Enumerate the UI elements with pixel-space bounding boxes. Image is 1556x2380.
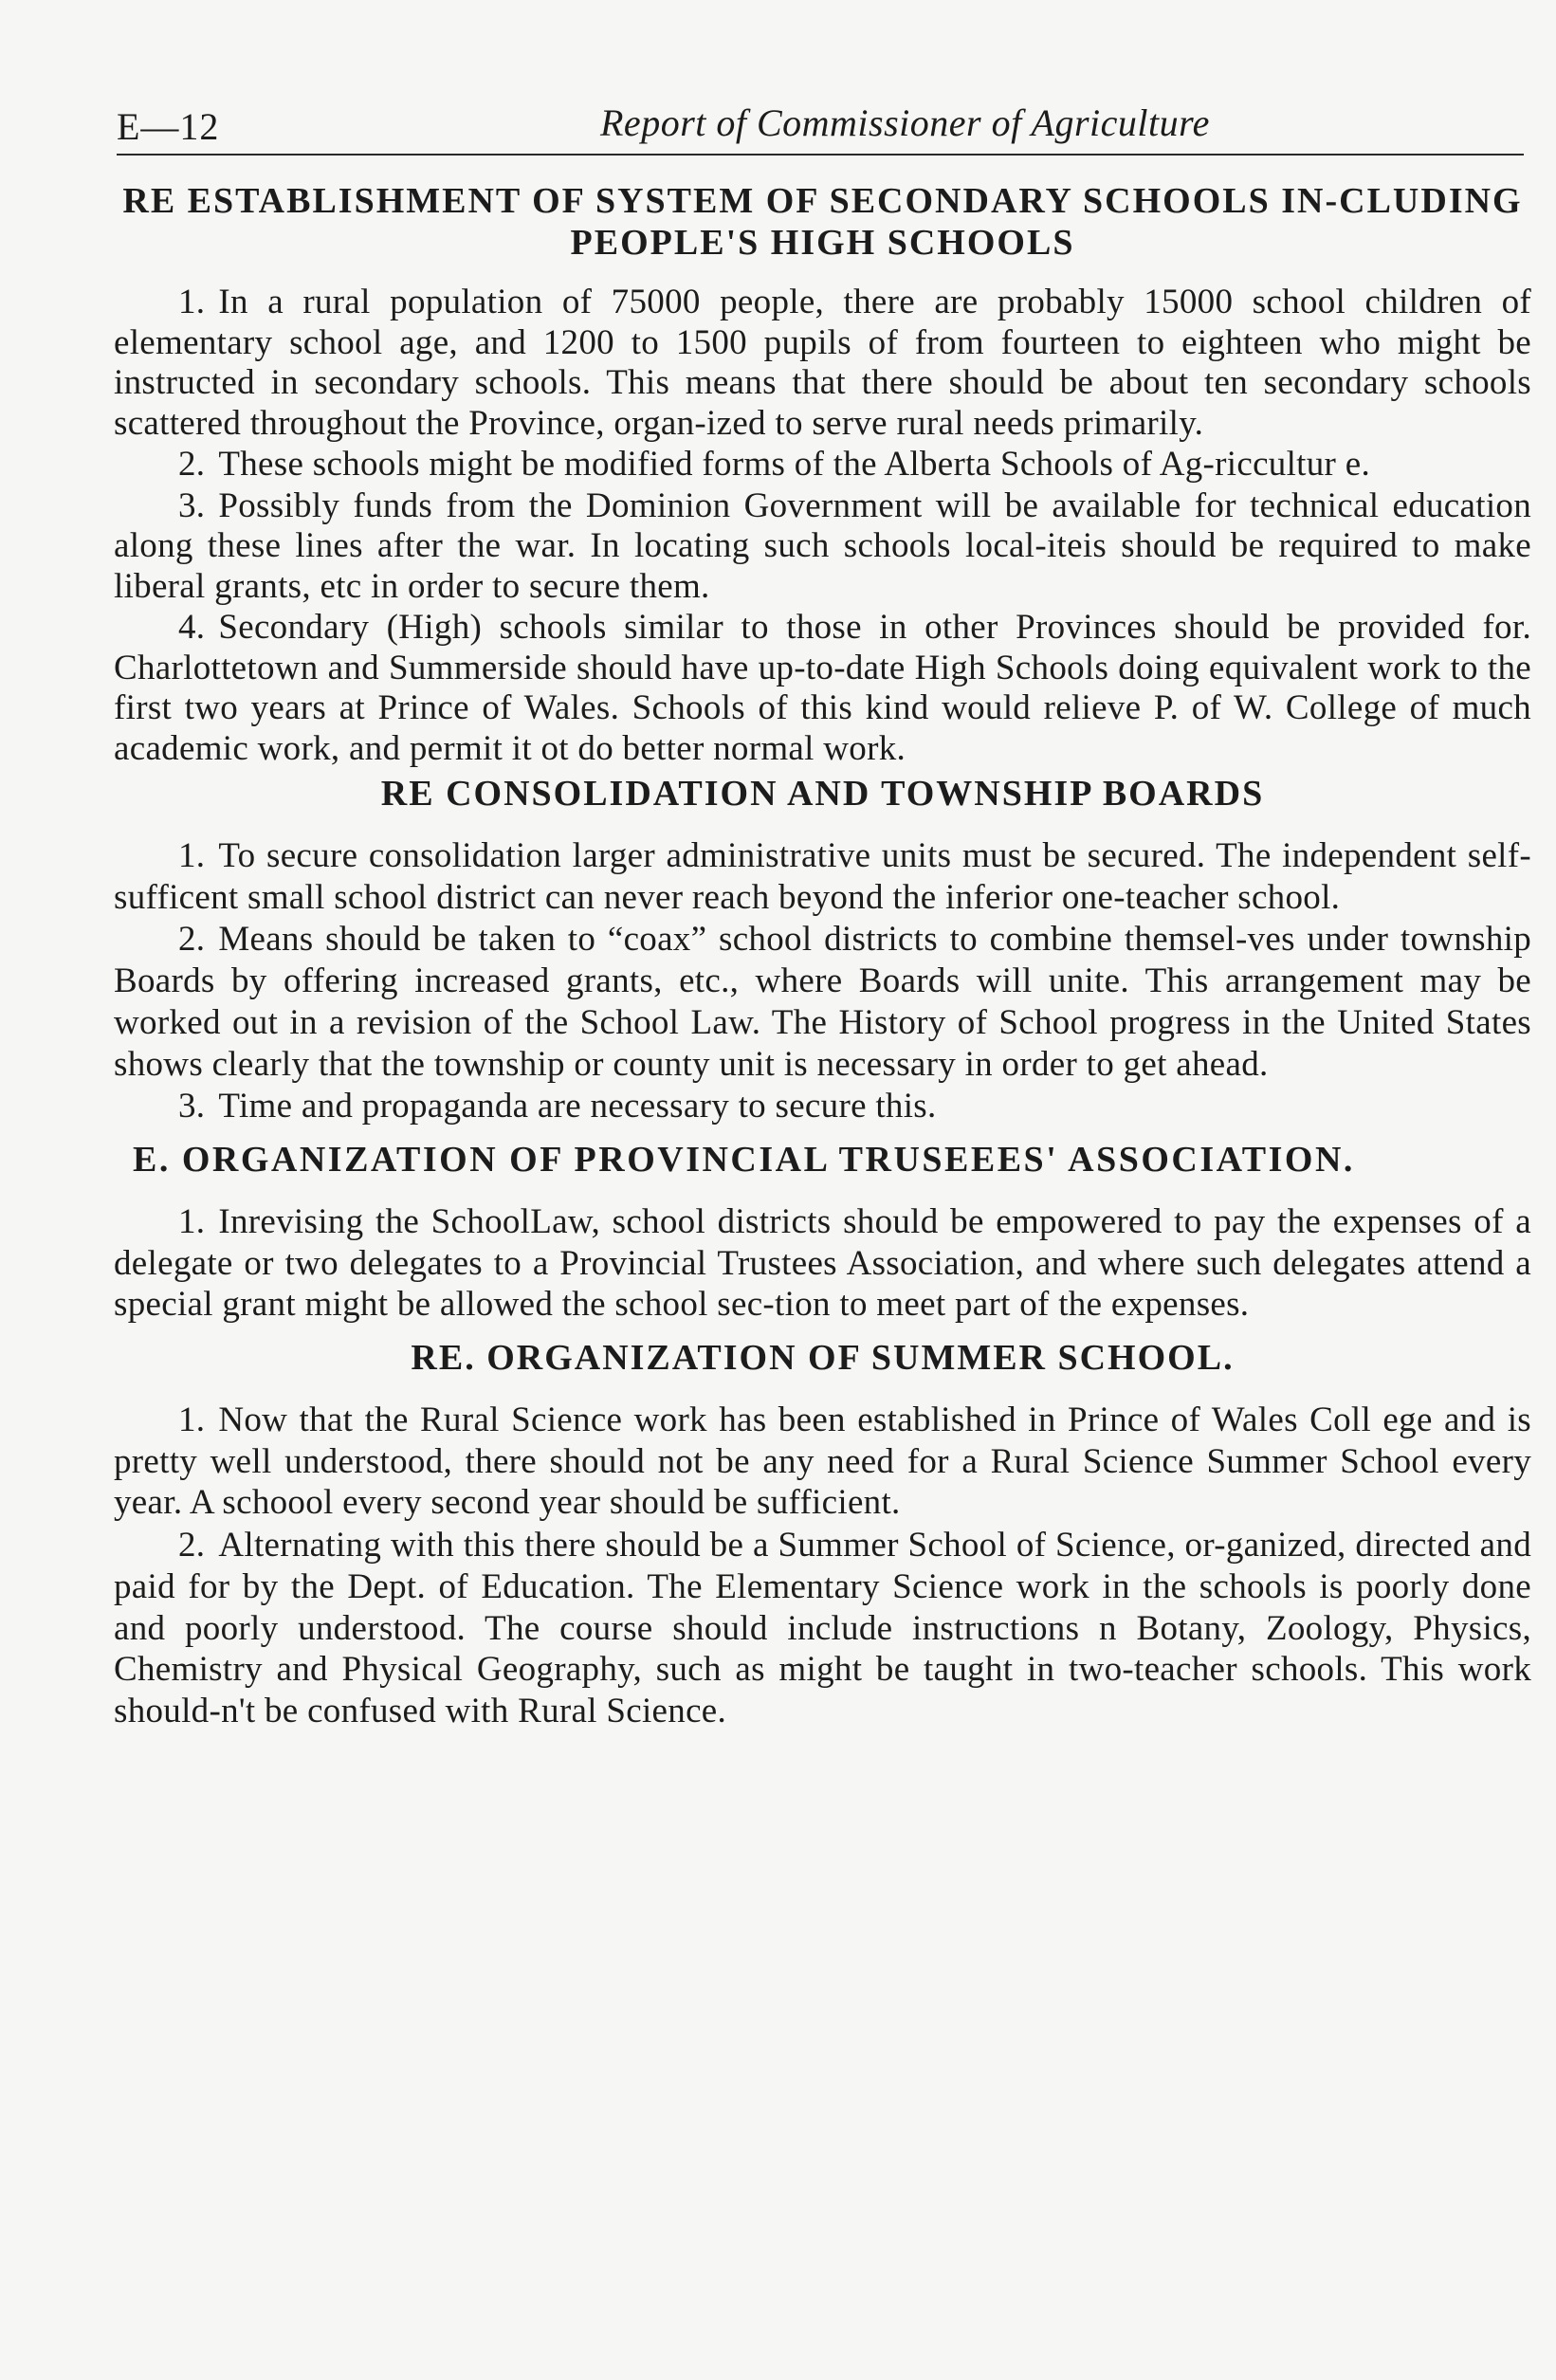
paragraph-number: 1.: [178, 283, 206, 321]
paragraph: [114, 1086, 1531, 1127]
paragraph-number: 2.: [178, 445, 206, 484]
section-secondary-schools: [114, 180, 1531, 769]
section-heading: RE ESTABLISHMENT OF SYSTEM OF SECONDARY SCHOOLS IN-CLUDING PEOPLE'S HIGH SCHOOLS: [122, 181, 1523, 263]
section-heading: RE CONSOLIDATION AND TOWNSHIP BOARDS: [380, 774, 1265, 814]
paragraph-text: To secure consolidation larger administrative units must be secured. The independent self-sufficent small school district can never reach beyond the inferior one-teacher school.: [114, 836, 1531, 917]
page-number: E—12: [117, 105, 220, 148]
paragraph: [114, 919, 1531, 1085]
paragraph-text: These schools might be modified forms of the Alberta Schools of Ag-riccultur e.: [218, 445, 1370, 484]
paragraph-text: Now that the Rural Science work has been established in Prince of Wales Coll ege and is pretty well understood, there should not be any need for a Rural Science Summer School every year. A schoool every second year should be sufficient.: [114, 1401, 1531, 1523]
paragraph: [114, 608, 1531, 769]
paragraph: [114, 283, 1531, 444]
running-header: [117, 101, 1524, 156]
paragraph-number: 4.: [178, 608, 206, 647]
paragraph: [114, 486, 1531, 608]
paragraph: [114, 835, 1531, 918]
paragraph-number: 2.: [178, 920, 206, 960]
page-body: [114, 180, 1531, 1733]
section-trustees-association: [114, 1139, 1531, 1326]
paragraph: [114, 1201, 1531, 1326]
paragraph-text: Inrevising the SchoolLaw, school districts should be empowered to pay the expenses of a delegate or two delegates to a Provincial Trustees Association, and where such delegates attend a special grant might be allowed the school sec-tion to meet part of the expenses.: [114, 1201, 1531, 1325]
paragraph: [114, 1400, 1531, 1524]
paragraph-number: 1.: [178, 836, 206, 875]
paragraph-number: 2.: [178, 1526, 206, 1565]
paragraph-text: Time and propaganda are necessary to secure this.: [218, 1087, 937, 1126]
paragraph-text: Possibly funds from the Dominion Government will be available for technical education along these lines after the war. In locating such schools local-iteis should be required to make liberal grants, etc in order to secure them.: [114, 485, 1531, 606]
paragraph-text: Means should be taken to “coax” school districts to combine themsel-ves under township Boards by offering increased grants, etc., where Boards will unite. This arrangement may be worked out in a revision of the School Law. The History of School progress in the United States shows clearly that the township or county unit is necessary in order to get ahead.: [114, 920, 1531, 1084]
section-heading: E. ORGANIZATION OF PROVINCIAL TRUSEEES' ASSOCIATION.: [133, 1139, 1355, 1180]
paragraph: [114, 1525, 1531, 1732]
section-consolidation: [114, 773, 1531, 1127]
paragraph-text: Alternating with this there should be a Summer School of Science, or-ganized, directed and paid for by the Dept. of Education. The Elementary Science work in the schools is poorly done and poorly understood. The course should include instructions n Botany, Zoology, Physics, Chemistry and Physical Geography, such as might be taught in two-teacher schools. This work should-n't be confused with Rural Science.: [114, 1526, 1531, 1730]
paragraph-number: 3.: [178, 485, 206, 525]
paragraph-text: Secondary (High) schools similar to those in other Provinces should be provided for. Charlottetown and Summerside should have up-to-date High Schools doing equivalent work to the first two years at Prince of Wales. Schools of this kind would relieve P. of W. College of much academic work, and permit it ot do better normal work.: [114, 608, 1531, 768]
paragraph-text: In a rural population of 75000 people, there are probably 15000 school children of elementary school age, and 1200 to 1500 pupils of from fourteen to eighteen who might be instructed in secondary schools. This means that there should be about ten secondary schools scattered throughout the Province, organ-ized to serve rural needs primarily.: [114, 283, 1531, 443]
paragraph-number: 1.: [178, 1401, 206, 1440]
report-title: Report of Commissioner of Agriculture: [600, 101, 1210, 144]
section-heading: RE. ORGANIZATION OF SUMMER SCHOOL.: [411, 1338, 1235, 1379]
paragraph: [114, 445, 1531, 485]
paragraph-number: 1.: [178, 1201, 206, 1241]
paragraph-number: 3.: [178, 1087, 206, 1126]
section-summer-school: [114, 1337, 1531, 1732]
